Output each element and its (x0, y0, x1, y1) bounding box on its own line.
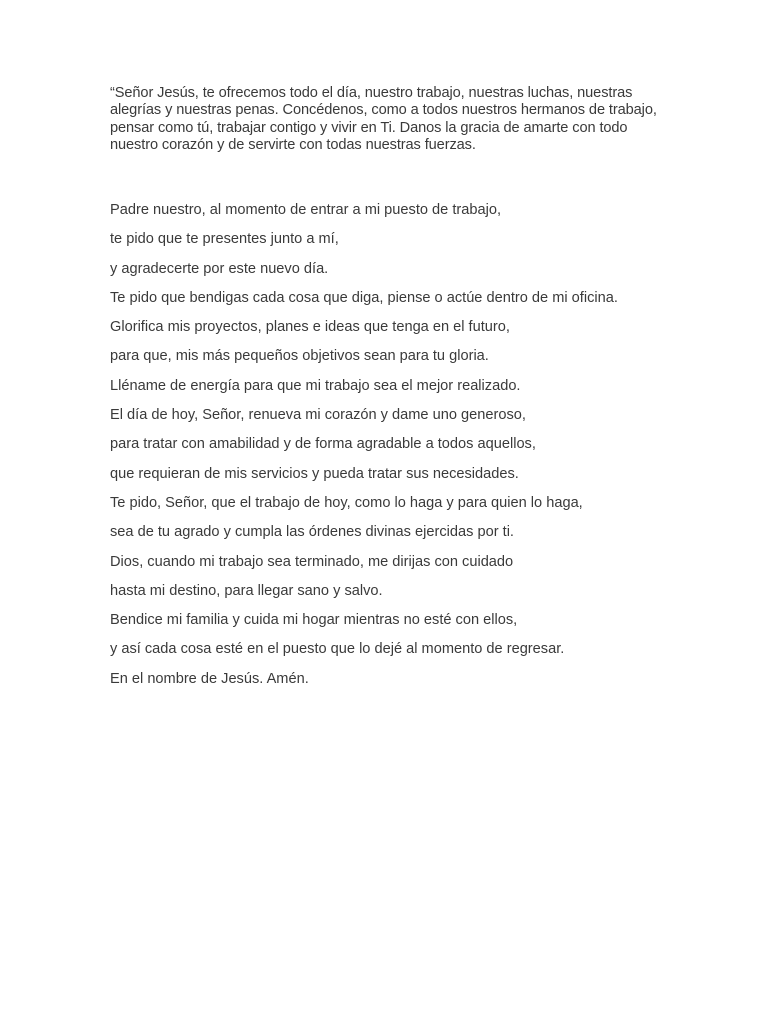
prayer-line: sea de tu agrado y cumpla las órdenes divinas ejercidas por ti. (110, 524, 514, 541)
intro-line: nuestro corazón y de servirte con todas nuestras fuerzas. (110, 136, 476, 153)
prayer-closing: En el nombre de Jesús. Amén. (110, 670, 309, 687)
prayer-line: y así cada cosa esté en el puesto que lo dejé al momento de regresar. (110, 641, 565, 658)
prayer-line: Te pido que bendigas cada cosa que diga, piense o actúe dentro de mi oficina. (110, 289, 618, 306)
prayer-line: Dios, cuando mi trabajo sea terminado, me dirijas con cuidado (110, 553, 514, 570)
prayer-line: y agradecerte por este nuevo día. (110, 260, 329, 277)
intro-line: pensar como tú, trabajar contigo y vivir en Ti. Danos la gracia de amarte con todo (110, 119, 628, 136)
prayer-line: que requieran de mis servicios y pueda tratar sus necesidades. (110, 465, 519, 482)
prayer-line: para tratar con amabilidad y de forma agradable a todos aquellos, (110, 436, 536, 453)
intro-line: “Señor Jesús, te ofrecemos todo el día, nuestro trabajo, nuestras luchas, nuestras (110, 85, 633, 101)
prayer-line: Padre nuestro, al momento de entrar a mi puesto de trabajo, (110, 202, 502, 218)
prayer-line: Lléname de energía para que mi trabajo sea el mejor realizado. (110, 377, 521, 394)
prayer-line: El día de hoy, Señor, renueva mi corazón y dame uno generoso, (110, 407, 526, 424)
prayer-line: te pido que te presentes junto a mí, (110, 231, 339, 248)
prayer-line: hasta mi destino, para llegar sano y salvo. (110, 582, 383, 599)
prayer-line: para que, mis más pequeños objetivos sean para tu gloria. (110, 348, 489, 365)
prayer-line: Bendice mi familia y cuida mi hogar mientras no esté con ellos, (110, 612, 518, 629)
intro-paragraph (110, 85, 710, 154)
prayer-line: Te pido, Señor, que el trabajo de hoy, como lo haga y para quien lo haga, (110, 494, 583, 511)
intro-line: alegrías y nuestras penas. Concédenos, como a todos nuestros hermanos de trabajo, (110, 102, 657, 119)
prayer-body (110, 201, 730, 699)
prayer-line: Glorifica mis proyectos, planes e ideas que tenga en el futuro, (110, 319, 510, 336)
